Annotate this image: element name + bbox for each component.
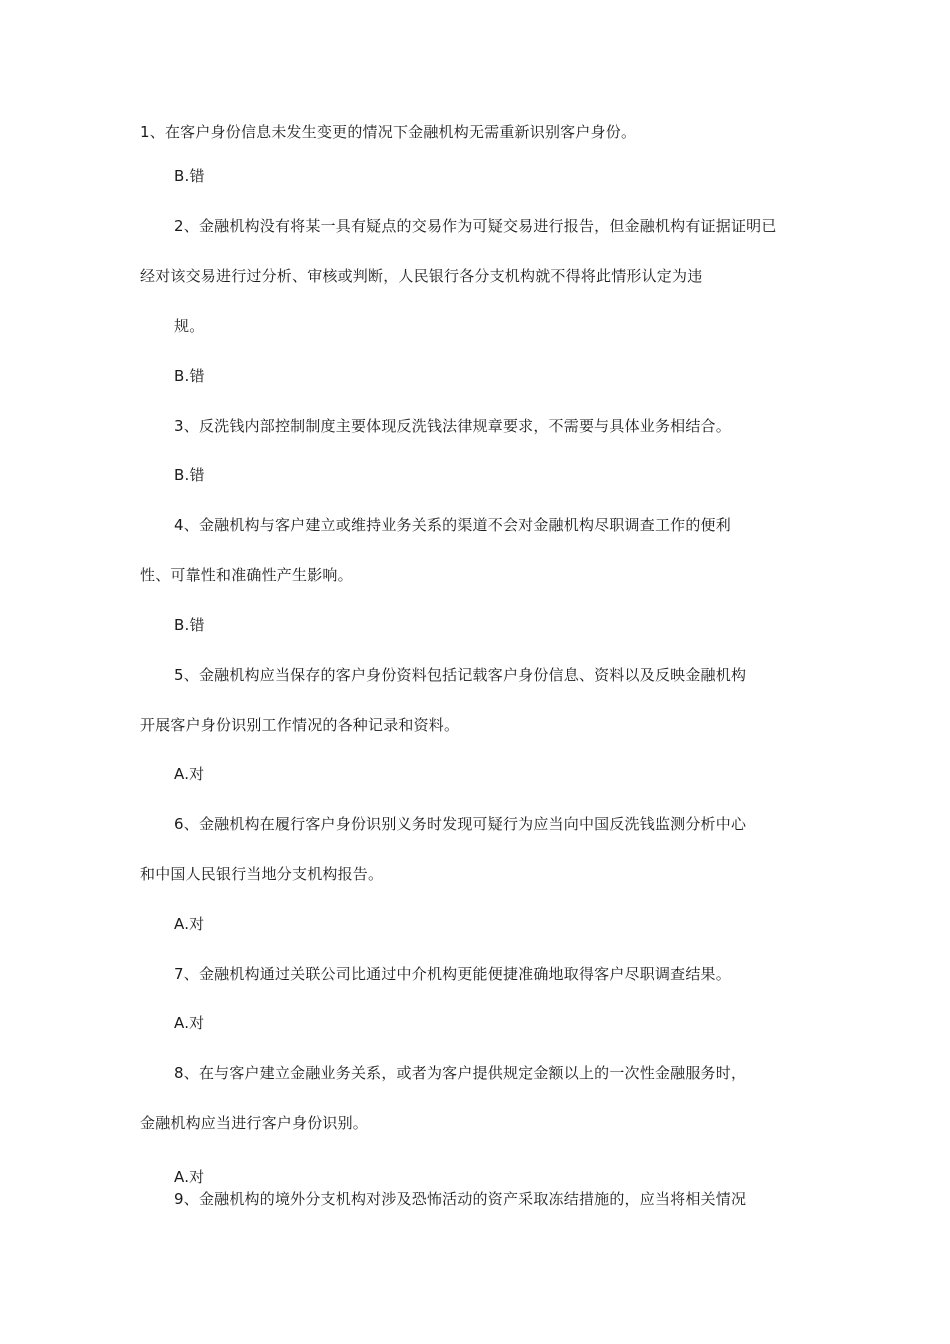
question-7-text: 7、金融机构通过关联公司比通过中介机构更能便捷准确地取得客户尽职调查结果。: [174, 965, 731, 983]
question-4-answer: B.错: [174, 616, 205, 634]
question-8-answer: A.对: [174, 1168, 205, 1186]
question-5-answer: A.对: [174, 765, 205, 783]
question-3-answer: B.错: [174, 466, 205, 484]
question-6-text-cont: 和中国人民银行当地分支机构报告。: [140, 865, 384, 883]
question-6-text: 6、金融机构在履行客户身份识别义务时发现可疑行为应当向中国反洗钱监测分析中心: [174, 815, 747, 833]
question-5-text: 5、金融机构应当保存的客户身份资料包括记载客户身份信息、资料以及反映金融机构: [174, 666, 747, 684]
question-2-text-cont: 经对该交易进行过分析、审核或判断，人民银行各分支机构就不得将此情形认定为违: [140, 267, 703, 285]
question-3-text: 3、反洗钱内部控制制度主要体现反洗钱法律规章要求，不需要与具体业务相结合。: [174, 417, 731, 435]
question-2-answer: B.错: [174, 367, 205, 385]
question-4-text-cont: 性、可靠性和准确性产生影响。: [140, 566, 353, 584]
question-8-text: 8、在与客户建立金融业务关系，或者为客户提供规定金额以上的一次性金融服务时，: [174, 1064, 747, 1082]
question-1-text: 1、在客户身份信息未发生变更的情况下金融机构无需重新识别客户身份。: [140, 123, 637, 141]
question-1-answer: B.错: [174, 167, 205, 185]
question-2-text-cont: 规。: [174, 317, 205, 335]
question-6-answer: A.对: [174, 915, 205, 933]
question-9-text: 9、金融机构的境外分支机构对涉及恐怖活动的资产采取冻结措施的，应当将相关情况: [174, 1190, 747, 1208]
question-2-text: 2、金融机构没有将某一具有疑点的交易作为可疑交易进行报告，但金融机构有证据证明已: [174, 217, 777, 235]
question-8-text-cont: 金融机构应当进行客户身份识别。: [140, 1114, 369, 1132]
question-5-text-cont: 开展客户身份识别工作情况的各种记录和资料。: [140, 716, 460, 734]
question-7-answer: A.对: [174, 1014, 205, 1032]
question-4-text: 4、金融机构与客户建立或维持业务关系的渠道不会对金融机构尽职调查工作的便利: [174, 516, 731, 534]
